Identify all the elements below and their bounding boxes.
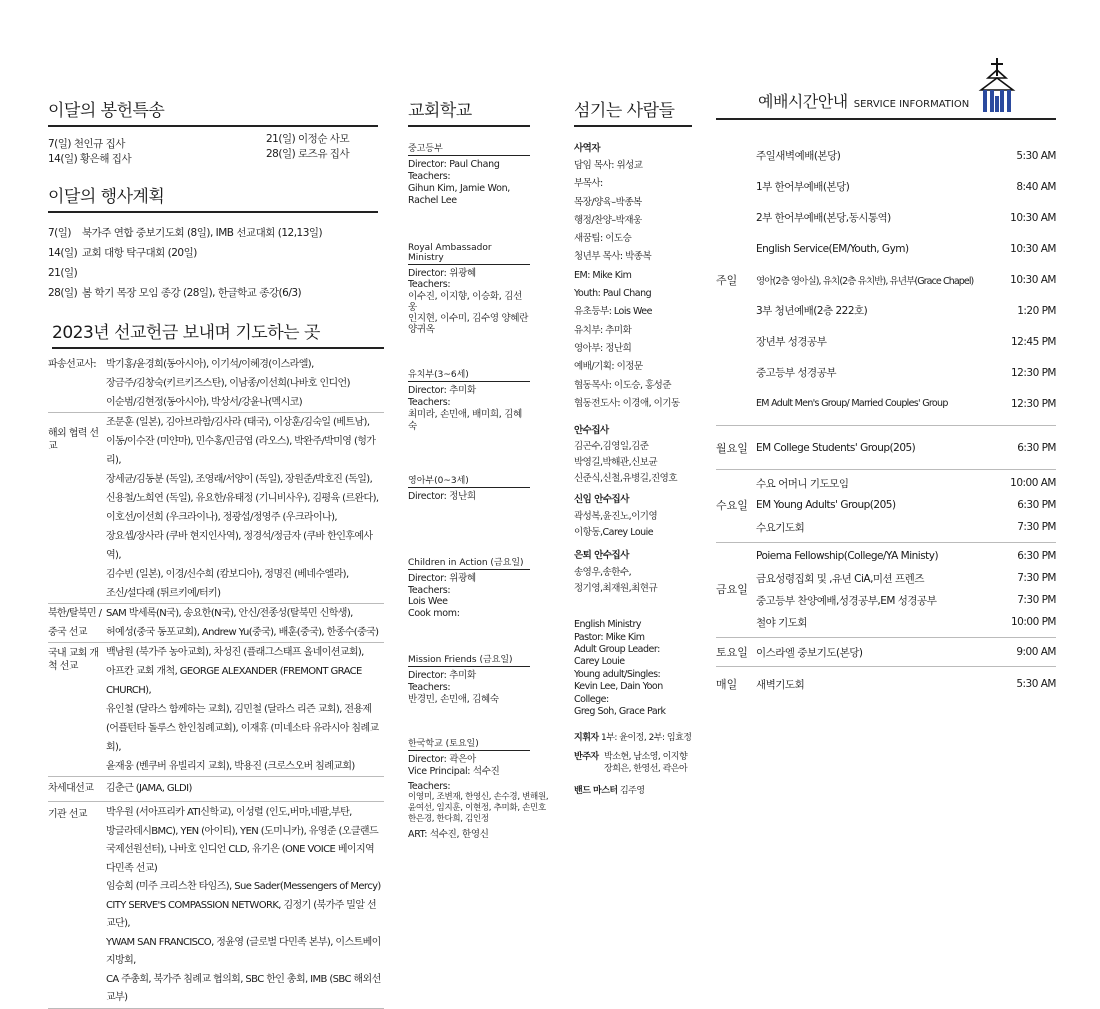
mission-label: 해외 협력 선교 xyxy=(48,428,99,452)
offering-title: 이달의 봉헌특송 xyxy=(48,96,378,127)
worship-item xyxy=(756,233,1056,264)
worship-name: EM College Students' Group(205) xyxy=(756,441,916,454)
school-line: Director: 정난희 xyxy=(408,490,476,502)
worship-name: 중고등부 찬양예배,성경공부,EM 성경공부 xyxy=(756,594,937,607)
school-line: 반경민, 손민애, 김혜숙 xyxy=(408,693,499,705)
mission-line: 신용철/노희연 (독일), 유요한/유태정 (기니비사우), 김평육 (르완다), xyxy=(106,493,379,504)
worship-time: 12:30 PM xyxy=(1011,397,1056,410)
mission-line: 박기홍/윤경희(동아시아), 이기석/이혜경(이스라엘), xyxy=(106,359,314,370)
school-line: 윤여선, 임지훈, 이현정, 추미화, 손민호 xyxy=(408,803,546,814)
school-line: Vice Principal: 석수진 xyxy=(408,765,500,777)
offering-section xyxy=(48,96,378,167)
servers-line: 김곤수,김영일,김준 xyxy=(574,441,649,453)
school-line: Teachers: xyxy=(408,279,451,291)
worship-item xyxy=(756,202,1056,233)
mission-line: 박우원 (서아프리카 ATI신학교), 이성렬 (인도,버마,네팔,부탄, xyxy=(106,807,352,818)
mission-row xyxy=(48,413,384,603)
band-label: 밴드 마스터 xyxy=(574,786,618,797)
mission-row xyxy=(48,643,384,776)
mission-line: CITY SERVE'S COMPASSION NETWORK, 김정기 (북가주 밀알 선교단), xyxy=(106,899,377,929)
worship-time: 5:30 AM xyxy=(1016,678,1056,690)
worship-time: 12:45 PM xyxy=(1011,335,1056,348)
worship-block xyxy=(716,432,1056,463)
worship-name: 금요성령집회 및 ,유년 CiA,미션 프렌즈 xyxy=(756,572,924,585)
event-item xyxy=(48,283,378,303)
event-item xyxy=(48,223,378,243)
worship-name: 철야 기도회 xyxy=(756,616,808,629)
servers-head: 안수집사 xyxy=(574,425,609,437)
school-group xyxy=(408,555,530,621)
school-line: Director: 곽은아 xyxy=(408,753,476,765)
servers-line: 신준식,신철,유병길,진영호 xyxy=(574,473,678,485)
servers-head: 신임 안수집사 xyxy=(574,494,629,506)
worship-block xyxy=(716,640,1056,664)
servers-line: 곽성복,윤진노,이기영 xyxy=(574,511,658,523)
school-title: 교회학교 xyxy=(408,96,530,127)
mission-line: CA 주총회, 북가주 침례교 협의회, SBC 한인 총회, IMB (SBC 해외선교부) xyxy=(106,973,381,1003)
mission-line: 윤재웅 (벤쿠버 유빌리지 교회), 박용진 (크로스오버 침례교회) xyxy=(106,761,355,772)
mission-line: 조문훈 (일본), 김아브라함/김사라 (태국), 이상훈/김숙일 (베트남), xyxy=(106,417,370,428)
school-group xyxy=(408,141,530,207)
offering-item: 7(일) 천인규 집사 xyxy=(48,138,125,150)
divider xyxy=(48,1008,384,1009)
school-line: Lois Wee xyxy=(408,596,448,608)
school-line: Gihun Kim, Jamie Won, xyxy=(408,182,511,194)
servers-line: 협동목사: 이도승, 홍성준 xyxy=(574,379,672,391)
school-group-name: Royal Ambassador Ministry xyxy=(408,243,530,265)
worship-block xyxy=(716,545,1056,633)
servers-line: 새꿈팀: 이도승 xyxy=(574,233,632,245)
worship-item xyxy=(756,326,1056,357)
servers-line: Kevin Lee, Dain Yoon xyxy=(574,681,663,693)
accomp-line: 장희은, 한영선, 곽은아 xyxy=(604,764,688,775)
servers-list xyxy=(574,141,692,796)
school-line: Director: 위광혜 xyxy=(408,572,476,584)
school-line: Teachers: xyxy=(408,780,451,792)
servers-line: 행정/찬양–박재웅 xyxy=(574,214,642,226)
mission-row xyxy=(48,604,384,642)
worship-name: 주일새벽예배(본당) xyxy=(756,150,841,162)
mission-line: (어플턴타 돌루스 한인침례교회), 이재휴 (미네소타 유라시아 침례교회), xyxy=(106,723,379,753)
mission-line: 유인철 (달라스 함께하는 교회), 김민철 (달라스 리즌 교회), 전용제 xyxy=(106,704,372,715)
mission-line: 이순범/김현정(동아시아), 박상서/강윤나(멕시코) xyxy=(106,397,303,408)
mission-line: 방글라데시BMC), YEN (아이티), YEN (도미니카), 유영준 (오클랜드 xyxy=(106,825,379,837)
mission-label: 기관 선교 xyxy=(48,809,87,820)
mission-line: 장세균/김동분 (독일), 조영래/서양이 (독일), 장원준/박호진 (독일), xyxy=(106,474,373,485)
mission-line: 김춘근 (JAMA, GLDI) xyxy=(106,783,192,794)
accomp-line: 박소현, 남소영, 이지향 xyxy=(604,752,688,763)
worship-time: 7:30 PM xyxy=(1017,521,1056,533)
mission-row xyxy=(48,355,384,412)
divider xyxy=(716,542,1056,543)
servers-line: Young adult/Singles: xyxy=(574,668,661,680)
missions-title: 2023년 선교헌금 보내며 기도하는 곳 xyxy=(52,318,384,349)
worship-name: 장년부 성경공부 xyxy=(756,336,827,348)
mission-line: SAM 박세록(N국), 송요한(N국), 안신/전종성(탈북민 신학생), xyxy=(106,608,353,619)
choir-label: 지휘자 xyxy=(574,733,599,744)
servers-line: 협동전도사: 이경애, 이기동 xyxy=(574,397,680,409)
worship-item xyxy=(756,589,1056,611)
worship-time: 9:00 AM xyxy=(1016,646,1056,658)
worship-name: EM Young Adults' Group(205) xyxy=(756,499,896,511)
worship-time: 1:20 PM xyxy=(1017,304,1056,317)
mission-line: 백남원 (북가주 농아교회), 차성진 (플래그스태프 올네이션교회), xyxy=(106,647,364,658)
mission-line: 이동/이수잔 (미얀마), 민수홍/민금엽 (라오스), 박완주/박미영 (헝가리), xyxy=(106,436,376,466)
missions-table xyxy=(48,355,384,1009)
servers-line: 유초등부: Lois Wee xyxy=(574,306,653,318)
divider xyxy=(716,469,1056,470)
choir-text: 1부: 윤이정, 2부: 임효정 xyxy=(600,733,692,744)
worship-time: 10:00 PM xyxy=(1011,616,1056,628)
school-group-name: 한국학교 (토요일) xyxy=(408,736,530,751)
school-groups xyxy=(408,141,549,841)
mission-line: 장금주/김창숙(키르키즈스탄), 이남종/이선희(나바호 인디언) xyxy=(106,378,350,389)
worship-item xyxy=(756,545,1056,567)
worship-item xyxy=(756,494,1056,516)
servers-line: College: xyxy=(574,693,609,705)
school-line: Teachers: xyxy=(408,397,451,409)
servers-section xyxy=(574,96,692,796)
servers-head: 사역자 xyxy=(574,143,601,154)
event-text: 북가주 연합 중보기도회 (8일), IMB 선교대회 (12,13일) xyxy=(82,227,323,239)
worship-block xyxy=(716,140,1056,419)
worship-item xyxy=(756,640,1056,664)
mission-line: 허예성(중국 동포교회), Andrew Yu(중국), 배훈(중국), 한종수(중국) xyxy=(106,627,379,638)
worship-header xyxy=(716,60,1056,120)
events-title: 이달의 행사계획 xyxy=(48,182,378,213)
school-group-name: 유치부(3~6세) xyxy=(408,367,530,382)
worship-item xyxy=(756,611,1056,633)
event-text: 봄 학기 목장 모임 종강 (28일), 한글학교 종강(6/3) xyxy=(82,287,302,299)
offering-item: 14(일) 황은해 집사 xyxy=(48,153,132,166)
worship-item xyxy=(756,432,1056,463)
worship-day: 매일 xyxy=(716,678,738,691)
worship-name: 2부 한어부예배(본당,동시통역) xyxy=(756,212,891,224)
divider xyxy=(716,637,1056,638)
event-item xyxy=(48,263,378,283)
worship-name: 3부 청년예배(2층 222호) xyxy=(756,305,868,317)
servers-line: Pastor: Mike Kim xyxy=(574,631,645,643)
servers-line: 영아부: 정난희 xyxy=(574,342,632,354)
mission-label: 국내 교회 개척 선교 xyxy=(48,648,99,672)
school-line: Director: 추미화 xyxy=(408,385,476,397)
worship-time: 10:30 AM xyxy=(1010,242,1056,255)
servers-line: 청년부 목사: 박종복 xyxy=(574,251,652,263)
school-line: Teachers: xyxy=(408,682,451,693)
worship-day: 월요일 xyxy=(716,441,748,455)
events-list xyxy=(48,223,378,303)
mission-line: 장요셉/장사라 (쿠바 현지인사역), 정경석/정금자 (쿠바 한인후예사역), xyxy=(106,531,373,561)
servers-line: 유치부: 추미화 xyxy=(574,324,632,336)
worship-name: 이스라엘 중보기도(본당) xyxy=(756,646,863,659)
servers-line: Greg Soh, Grace Park xyxy=(574,706,666,717)
servers-line: 이항동,Carey Louie xyxy=(574,527,654,539)
worship-item xyxy=(756,357,1056,388)
servers-line: Adult Group Leader: xyxy=(574,643,660,655)
event-date: 7(일) xyxy=(48,227,72,239)
servers-line: 정기영,최재원,최현규 xyxy=(574,583,658,595)
event-date: 14(일) xyxy=(48,247,78,259)
event-date: 28(일) xyxy=(48,287,78,299)
school-line: Director: 위광혜 xyxy=(408,267,476,279)
mission-row xyxy=(48,777,384,801)
mission-line: 김수빈 (일본), 이경/신수희 (캄보디아), 정명진 (베네수엘라), xyxy=(106,569,349,580)
event-item xyxy=(48,243,378,263)
worship-name: 수요기도회 xyxy=(756,521,805,534)
worship-time: 5:30 AM xyxy=(1016,149,1056,162)
events-section xyxy=(48,182,378,303)
mission-line: 임승희 (미주 크리스찬 타임즈), Sue Sader(Messengers of Mercy) xyxy=(106,881,381,892)
school-line: 최미라, 손민애, 배미희, 김혜숙 xyxy=(408,409,522,432)
mission-line: 이호선/이선희 (우크라이나), 정광섭/정영주 (우크라이나), xyxy=(106,512,337,523)
worship-time: 6:30 PM xyxy=(1017,550,1056,562)
school-line: 한은경, 한다희, 김인정 xyxy=(408,814,489,825)
servers-title: 섬기는 사람들 xyxy=(574,96,692,127)
school-line: 인지현, 이수미, 김수영 양혜란 xyxy=(408,313,529,325)
school-group-name: 중고등부 xyxy=(408,141,530,156)
divider xyxy=(716,666,1056,667)
worship-title: 예배시간안내 xyxy=(758,92,848,111)
band-text: 김주영 xyxy=(619,786,645,797)
worship-day: 토요일 xyxy=(716,646,748,659)
worship-day: 금요일 xyxy=(716,583,748,596)
school-group-name: Children in Action (금요일) xyxy=(408,555,530,570)
worship-subtitle: SERVICE INFORMATION xyxy=(853,99,970,110)
school-line: 이영미, 조변재, 한영신, 손수경, 변해원, xyxy=(408,792,549,803)
servers-head: English Ministry xyxy=(574,619,642,631)
servers-line: 예배/기획: 이정문 xyxy=(574,361,643,373)
worship-block xyxy=(716,472,1056,538)
choir xyxy=(574,732,692,745)
school-line: Teachers: xyxy=(408,584,451,596)
servers-line: 목장/양육–박종복 xyxy=(574,196,642,208)
servers-line: 부목사: xyxy=(574,178,603,190)
school-group xyxy=(408,367,530,433)
accompanist xyxy=(574,751,692,775)
servers-line: 박영길,박해관,신보균 xyxy=(574,457,658,469)
offering-item: 28(일) 로즈유 집사 xyxy=(266,148,350,161)
worship-item xyxy=(756,140,1056,171)
worship-name: 영아(2층 영아실), 유치(2층 유치반), 유년부(Grace Chapel) xyxy=(756,275,974,287)
worship-name: 중고등부 성경공부 xyxy=(756,367,836,379)
worship-item xyxy=(756,264,1056,295)
worship-time: 12:30 PM xyxy=(1011,366,1056,379)
worship-item xyxy=(756,516,1056,538)
school-line: 이수진, 이지향, 이승화, 김선웅 xyxy=(408,291,522,314)
worship-time: 8:40 AM xyxy=(1016,180,1056,193)
school-group xyxy=(408,736,549,842)
event-date: 21(일) xyxy=(48,267,78,279)
school-group-name: Mission Friends (금요일) xyxy=(408,652,530,667)
school-section xyxy=(408,96,549,853)
mission-line: 국제선원선터), 나바호 인디언 CLD, 유기은 (ONE VOICE 베이지역 다민족 선교) xyxy=(106,844,375,874)
school-line: Cook mom: xyxy=(408,608,460,620)
worship-item xyxy=(756,388,1056,419)
school-line: ART: 석수진, 한영신 xyxy=(408,829,489,841)
school-group-name: 영아부(0~3세) xyxy=(408,473,530,488)
worship-item xyxy=(756,171,1056,202)
school-group xyxy=(408,243,530,336)
servers-head: 은퇴 안수집사 xyxy=(574,550,629,562)
worship-section xyxy=(716,60,1056,699)
worship-name: English Service(EM/Youth, Gym) xyxy=(756,242,909,255)
school-line: Teachers: xyxy=(408,170,451,182)
servers-line: Carey Louie xyxy=(574,656,625,668)
worship-day: 수요일 xyxy=(716,499,748,512)
event-text: 교회 대항 탁구대회 (20일) xyxy=(82,247,197,259)
offering-list xyxy=(48,133,378,167)
worship-item xyxy=(756,295,1056,326)
offering-item: 21(일) 이정순 사모 xyxy=(266,133,350,145)
worship-name: Poiema Fellowship(College/YA Ministy) xyxy=(756,550,939,562)
school-group xyxy=(408,473,530,503)
worship-name: EM Adult Men's Group/ Married Couples' Group xyxy=(756,398,948,409)
worship-time: 7:30 PM xyxy=(1017,594,1056,606)
school-line: Rachel Lee xyxy=(408,194,457,206)
mission-line: 아프칸 교회 개척, GEORGE ALEXANDER (FREMONT GRACE CHURCH), xyxy=(106,666,362,696)
worship-time: 7:30 PM xyxy=(1017,572,1056,584)
servers-line: EM: Mike Kim xyxy=(574,269,632,281)
missions-section xyxy=(48,318,384,1009)
mission-row xyxy=(48,802,384,1008)
servers-line: 담임 목사: 위성교 xyxy=(574,160,643,171)
church-icon xyxy=(975,56,1019,118)
school-line: Director: Paul Chang xyxy=(408,159,500,170)
school-group xyxy=(408,652,530,706)
divider xyxy=(716,425,1056,426)
worship-time: 10:30 AM xyxy=(1010,211,1056,224)
worship-item xyxy=(756,567,1056,589)
mission-line: YWAM SAN FRANCISCO, 정윤영 (글로벌 다민족 본부), 이스트베이 지방회, xyxy=(106,936,381,966)
mission-label: 파송선교사: xyxy=(48,359,97,370)
mission-label: 북한/탈북민 /중국 선교 xyxy=(48,608,102,638)
worship-time: 10:00 AM xyxy=(1010,477,1056,489)
mission-line: 조신/설다래 (튀르키예/터키) xyxy=(106,588,221,599)
worship-item xyxy=(756,669,1056,699)
worship-day: 주일 xyxy=(716,273,738,287)
worship-item xyxy=(756,472,1056,494)
worship-table xyxy=(716,140,1056,699)
servers-line: Youth: Paul Chang xyxy=(574,288,652,300)
worship-time: 10:30 AM xyxy=(1010,273,1056,286)
school-line: 양귀옥 xyxy=(408,324,435,336)
worship-name: 1부 한어부예배(본당) xyxy=(756,181,850,193)
servers-line: 송영우,송한수, xyxy=(574,567,632,579)
worship-time: 6:30 PM xyxy=(1017,499,1056,511)
worship-name: 수요 어머니 기도모임 xyxy=(756,477,849,490)
worship-block xyxy=(716,669,1056,699)
worship-time: 6:30 PM xyxy=(1017,441,1056,454)
school-line: Director: 추미화 xyxy=(408,670,476,682)
accomp-label: 반주자 xyxy=(574,752,599,763)
worship-name: 새벽기도회 xyxy=(756,678,805,691)
band-master xyxy=(574,783,692,796)
mission-label: 차세대선교 xyxy=(48,783,94,794)
